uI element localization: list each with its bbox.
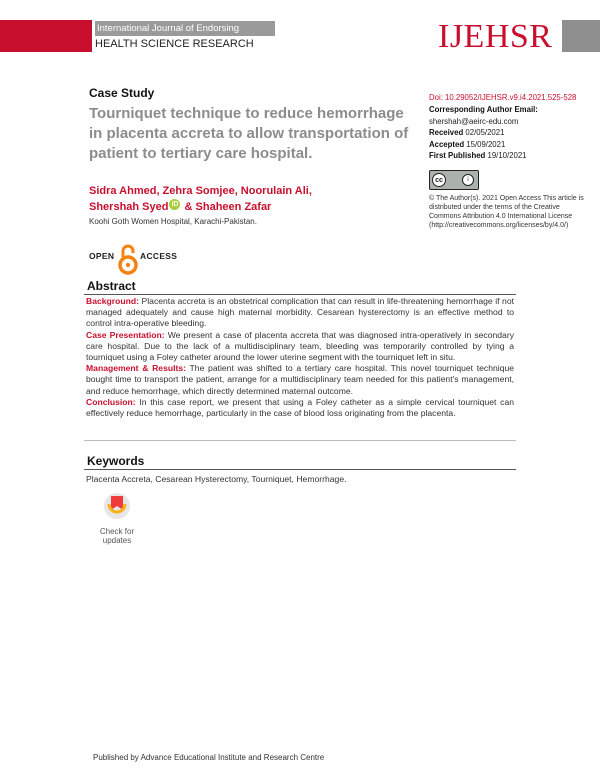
journal-logo: IJEHSR (438, 18, 553, 55)
attribution-icon: i (462, 174, 474, 186)
published-label: First Published (429, 151, 486, 160)
affiliation: Koohi Goth Women Hospital, Karachi-Pakistan. (89, 217, 257, 226)
orcid-icon[interactable]: iD (171, 201, 179, 208)
management-text: The patient was shifted to a tertiary care hospital. This novel tourniquet technique bought time to transport the patient, arrange for a multidisciplinary team needed for this patient's management, and reduce hemorrhage, which directly determined maternal outcome. (86, 363, 514, 396)
keywords-heading: Keywords (84, 454, 516, 470)
accepted-label: Accepted (429, 139, 465, 149)
article-type: Case Study (89, 86, 155, 100)
keywords-list: Placenta Accreta, Cesarean Hysterectomy, Tourniquet, Hemorrhage. (86, 474, 347, 484)
open-lock-icon (117, 243, 139, 275)
journal-name-line1: International Journal of Endorsing (95, 21, 275, 36)
open-access-left: OPEN (89, 251, 115, 261)
open-access-logo (89, 243, 189, 275)
cc-icon: cc (432, 173, 446, 187)
case-presentation-label: Case Presentation: (86, 329, 165, 340)
header-red-bar (0, 20, 92, 52)
background-label: Background: (86, 296, 139, 306)
cc-license-badge[interactable] (429, 170, 479, 190)
open-access-right: ACCESS (140, 251, 178, 261)
abstract-background (86, 296, 514, 330)
crossmark-line2: updates (102, 536, 132, 545)
check-for-updates-badge[interactable] (96, 492, 138, 548)
management-label: Management & Results: (86, 363, 187, 374)
author-shershah: Shershah Syed (89, 201, 169, 213)
abstract-heading: Abstract (84, 279, 516, 295)
conclusion-label: Conclusion: (86, 396, 136, 407)
abstract-divider (84, 440, 516, 441)
article-meta (429, 104, 594, 162)
header-grey-bar (562, 20, 600, 52)
crossmark-line1: Check for (99, 527, 135, 536)
received-label: Received (429, 128, 464, 137)
article-title: Tourniquet technique to reduce hemorrhage in placenta accreta to allow transportation of patient to tertiary care hospital. (89, 105, 409, 162)
accepted-date: 15/09/2021 (466, 139, 506, 149)
crossmark-icon (103, 492, 131, 522)
corresponding-email[interactable]: shershah@aeirc-edu.com (429, 116, 519, 126)
author-list (89, 183, 409, 215)
authors-line2-rest: & Shaheen Zafar (181, 201, 272, 213)
journal-name-line2: HEALTH SCIENCE RESEARCH (95, 38, 254, 50)
doi-link[interactable]: Doi: 10.29052/IJEHSR.v9.i4.2021.525-528 (429, 93, 577, 102)
background-text: Placenta accreta is an obstetrical complication that can result in life-threatening hemorrhage if not managed adequately and cause high maternal morbidity. Cesarean hysterectomy is an effective method to control intra-operative bleeding. (86, 296, 514, 329)
authors-line1: Sidra Ahmed, Zehra Somjee, Noorulain Ali, (89, 185, 312, 197)
abstract-conclusion (86, 397, 514, 419)
abstract-case-presentation (86, 330, 514, 364)
abstract-body (86, 296, 514, 419)
abstract-management (86, 363, 514, 397)
conclusion-text: In this case report, we present that using a Foley catheter as a simple cervical tourniquet can effectively reduce hemorrhage, particularly in the case of blood loss originating from the placenta. (86, 396, 514, 419)
received-date: 02/05/2021 (465, 128, 505, 137)
published-date: 19/10/2021 (487, 151, 527, 160)
case-presentation-text: We present a case of placenta accreta that was diagnosed intra-operatively in secondary care hospital. Due to the lack of a multidisciplinary team, bleeding was temporarily controlled by tying a tourniquet using a Foley catheter around the lower uterine segment with the tourniquet left in situ. (86, 329, 514, 363)
publisher-footer: Published by Advance Educational Institute and Research Centre (93, 753, 325, 762)
corresponding-label: Corresponding Author Email: (429, 105, 538, 114)
license-text: © The Author(s). 2021 Open Access This article is distributed under the terms of the Creative Commons Attribution 4.0 International License (http://creativecommons.org/licenses/by/4.0/) (429, 195, 584, 229)
